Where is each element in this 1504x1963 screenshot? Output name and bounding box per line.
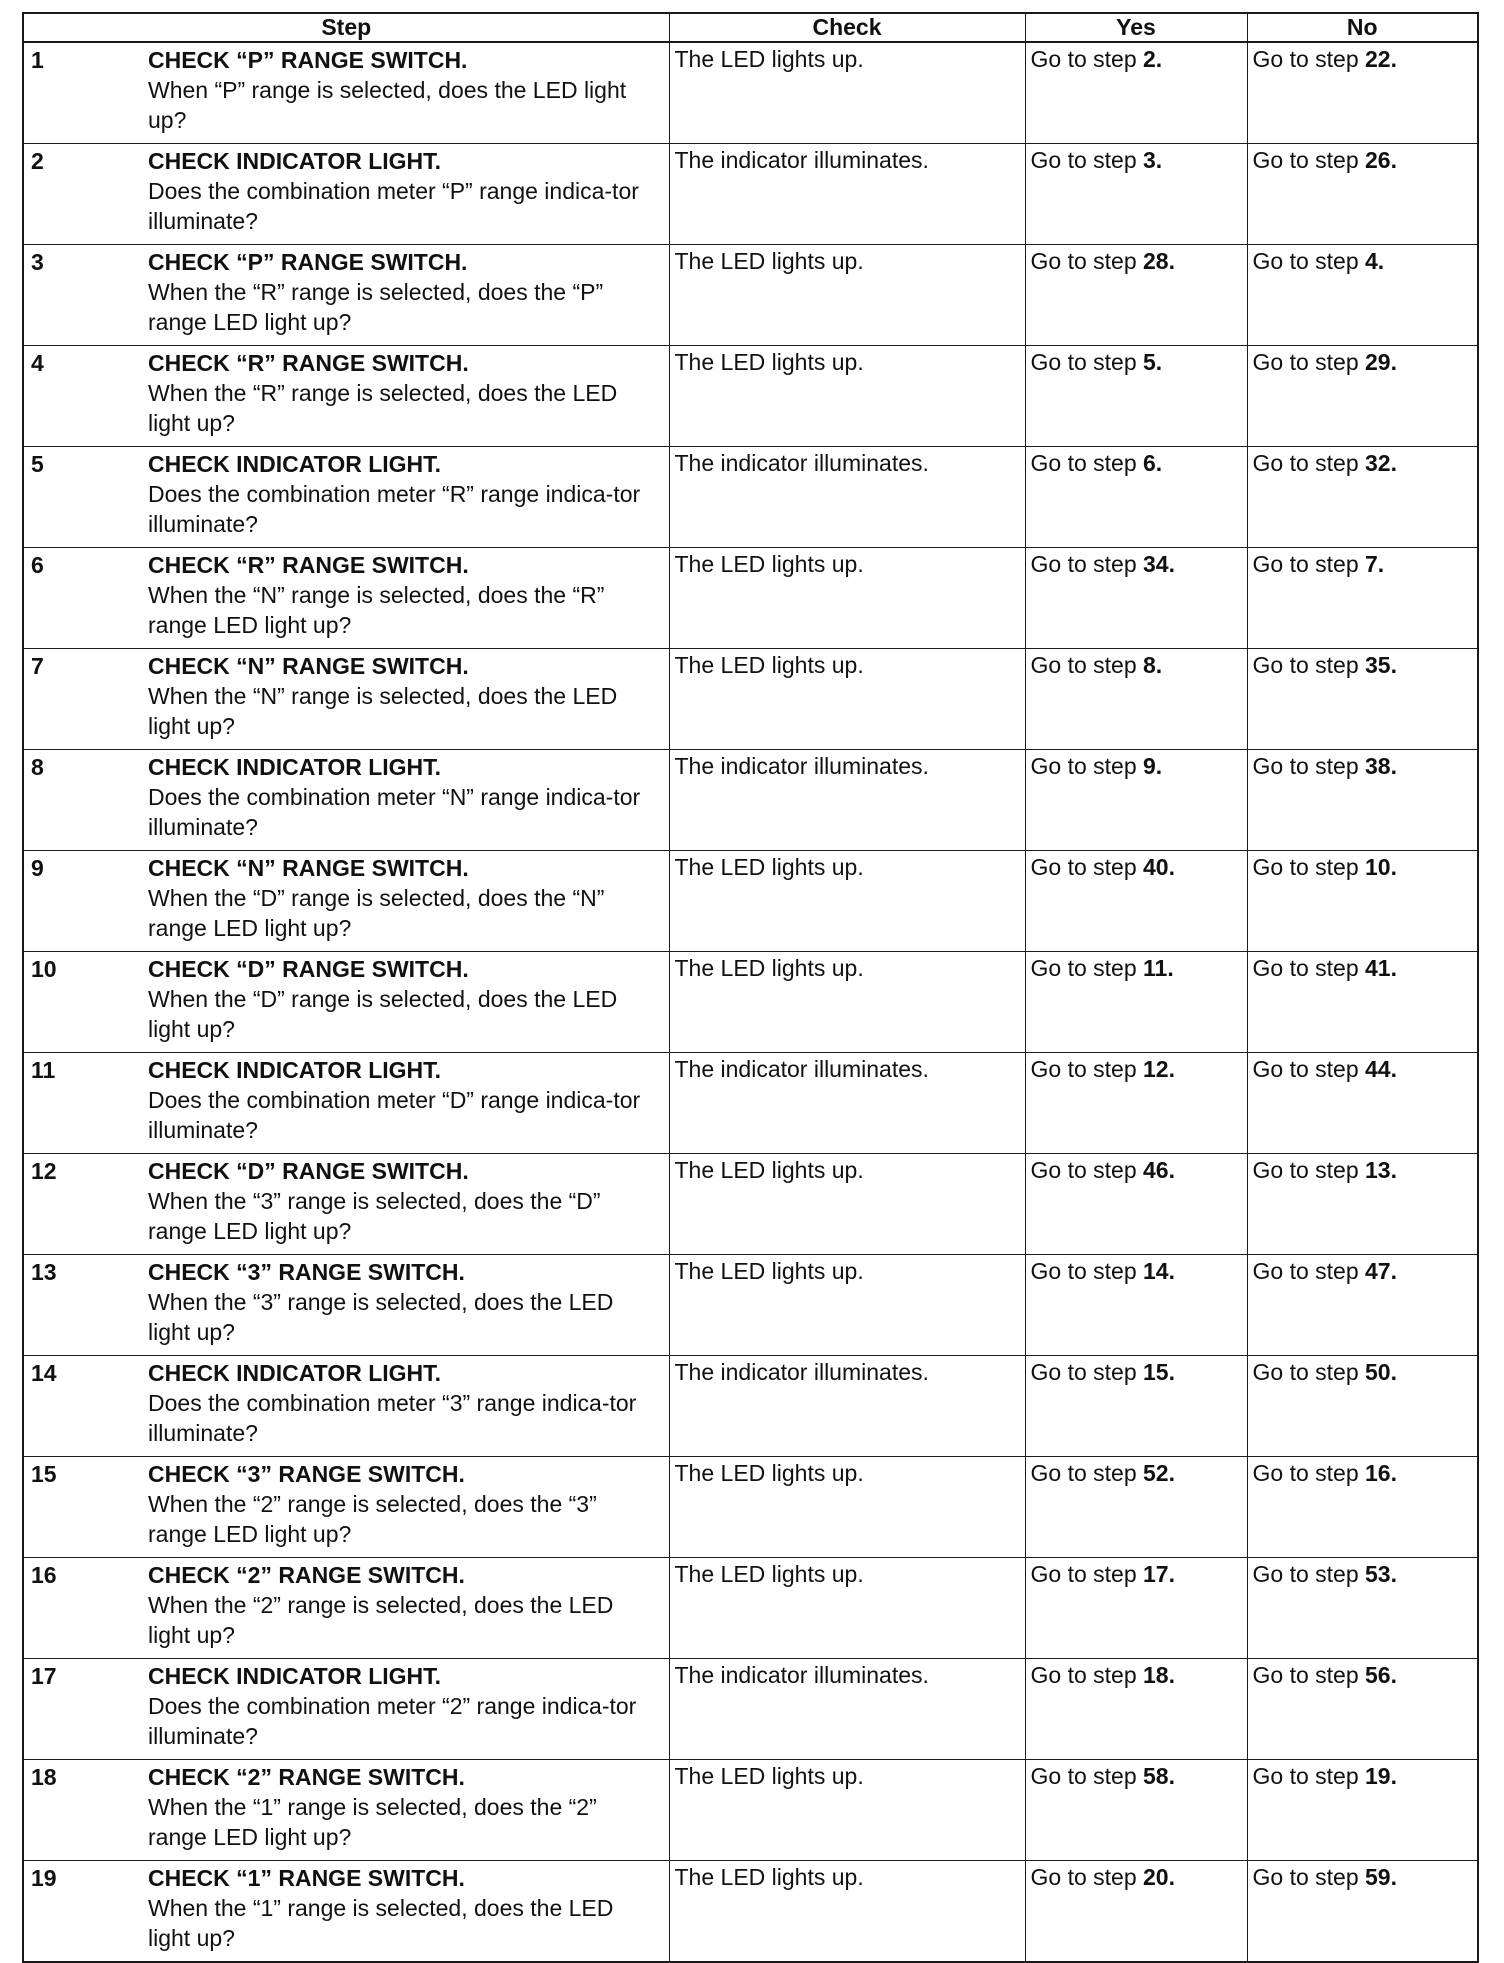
step-cell bbox=[23, 346, 669, 447]
step-question: When the “1” range is selected, does the “2” range LED light up? bbox=[148, 1794, 597, 1850]
goto-prefix: Go to step bbox=[1030, 147, 1144, 173]
step-cell bbox=[23, 1558, 669, 1659]
goto-prefix: Go to step bbox=[1030, 1460, 1144, 1486]
yes-target-step: 2. bbox=[1143, 46, 1163, 72]
step-body bbox=[148, 954, 659, 1044]
step-body bbox=[148, 1863, 659, 1953]
no-target-step: 29. bbox=[1365, 349, 1397, 375]
check-cell: The indicator illuminates. bbox=[669, 144, 1025, 245]
yes-cell bbox=[1025, 346, 1247, 447]
yes-cell bbox=[1025, 144, 1247, 245]
goto-prefix: Go to step bbox=[1030, 1359, 1144, 1385]
step-number: 1 bbox=[31, 47, 44, 73]
step-number: 6 bbox=[31, 552, 44, 578]
yes-cell bbox=[1025, 548, 1247, 649]
step-question: When the “3” range is selected, does the “D” range LED light up? bbox=[148, 1188, 601, 1244]
goto-prefix: Go to step bbox=[1252, 1662, 1366, 1688]
step-body bbox=[148, 348, 659, 438]
step-body bbox=[148, 146, 659, 236]
yes-cell bbox=[1025, 245, 1247, 346]
step-cell bbox=[23, 548, 669, 649]
yes-cell bbox=[1025, 1053, 1247, 1154]
goto-prefix: Go to step bbox=[1252, 955, 1366, 981]
step-cell bbox=[23, 1154, 669, 1255]
step-body bbox=[148, 449, 659, 539]
goto-prefix: Go to step bbox=[1030, 248, 1144, 274]
check-cell: The indicator illuminates. bbox=[669, 750, 1025, 851]
yes-target-step: 3. bbox=[1143, 147, 1163, 173]
check-cell: The indicator illuminates. bbox=[669, 1356, 1025, 1457]
table-row bbox=[23, 952, 1478, 1053]
goto-prefix: Go to step bbox=[1252, 1763, 1366, 1789]
check-cell: The LED lights up. bbox=[669, 1861, 1025, 1963]
step-title: CHECK INDICATOR LIGHT. bbox=[148, 1360, 442, 1386]
no-target-step: 22. bbox=[1365, 46, 1397, 72]
no-cell bbox=[1247, 1457, 1478, 1558]
step-title: CHECK “2” RANGE SWITCH. bbox=[148, 1764, 465, 1790]
goto-prefix: Go to step bbox=[1252, 753, 1366, 779]
step-title: CHECK INDICATOR LIGHT. bbox=[148, 451, 442, 477]
table-row bbox=[23, 245, 1478, 346]
goto-prefix: Go to step bbox=[1252, 1056, 1366, 1082]
no-cell bbox=[1247, 1255, 1478, 1356]
yes-target-step: 12. bbox=[1143, 1056, 1175, 1082]
step-number: 18 bbox=[31, 1764, 57, 1790]
yes-target-step: 8. bbox=[1143, 652, 1163, 678]
goto-prefix: Go to step bbox=[1030, 1864, 1144, 1890]
step-title: CHECK INDICATOR LIGHT. bbox=[148, 148, 442, 174]
no-cell bbox=[1247, 851, 1478, 952]
step-question: When the “R” range is selected, does the “P” range LED light up? bbox=[148, 279, 604, 335]
no-cell bbox=[1247, 750, 1478, 851]
table-row bbox=[23, 1861, 1478, 1963]
step-cell bbox=[23, 1861, 669, 1963]
step-cell bbox=[23, 144, 669, 245]
goto-prefix: Go to step bbox=[1030, 1157, 1144, 1183]
header-yes: Yes bbox=[1025, 13, 1247, 42]
step-cell bbox=[23, 42, 669, 144]
no-target-step: 4. bbox=[1365, 248, 1385, 274]
no-cell bbox=[1247, 346, 1478, 447]
step-title: CHECK “2” RANGE SWITCH. bbox=[148, 1562, 465, 1588]
goto-prefix: Go to step bbox=[1030, 854, 1144, 880]
step-question: Does the combination meter “P” range indica-tor illuminate? bbox=[148, 178, 639, 234]
no-cell bbox=[1247, 447, 1478, 548]
step-cell bbox=[23, 649, 669, 750]
check-cell: The LED lights up. bbox=[669, 1255, 1025, 1356]
step-number: 19 bbox=[31, 1865, 57, 1891]
yes-target-step: 6. bbox=[1143, 450, 1163, 476]
yes-cell bbox=[1025, 649, 1247, 750]
step-number: 16 bbox=[31, 1562, 57, 1588]
no-target-step: 38. bbox=[1365, 753, 1397, 779]
step-number: 13 bbox=[31, 1259, 57, 1285]
step-question: Does the combination meter “R” range indica-tor illuminate? bbox=[148, 481, 641, 537]
step-body bbox=[148, 247, 659, 337]
step-title: CHECK “D” RANGE SWITCH. bbox=[148, 956, 469, 982]
yes-target-step: 28. bbox=[1143, 248, 1175, 274]
goto-prefix: Go to step bbox=[1030, 46, 1144, 72]
check-cell: The LED lights up. bbox=[669, 245, 1025, 346]
yes-cell bbox=[1025, 1760, 1247, 1861]
step-number: 12 bbox=[31, 1158, 57, 1184]
step-title: CHECK “D” RANGE SWITCH. bbox=[148, 1158, 469, 1184]
table-row bbox=[23, 144, 1478, 245]
step-body bbox=[148, 1762, 659, 1852]
table-row bbox=[23, 649, 1478, 750]
diagnostic-table-page bbox=[22, 12, 1477, 1963]
no-cell bbox=[1247, 952, 1478, 1053]
table-row bbox=[23, 42, 1478, 144]
check-cell: The LED lights up. bbox=[669, 851, 1025, 952]
yes-cell bbox=[1025, 1558, 1247, 1659]
check-cell: The LED lights up. bbox=[669, 1558, 1025, 1659]
step-number: 2 bbox=[31, 148, 44, 174]
step-body bbox=[148, 752, 659, 842]
no-target-step: 7. bbox=[1365, 551, 1385, 577]
table-row bbox=[23, 750, 1478, 851]
no-target-step: 56. bbox=[1365, 1662, 1397, 1688]
step-question: When the “R” range is selected, does the LED light up? bbox=[148, 380, 618, 436]
step-body bbox=[148, 1257, 659, 1347]
goto-prefix: Go to step bbox=[1030, 450, 1144, 476]
table-row bbox=[23, 447, 1478, 548]
step-title: CHECK “P” RANGE SWITCH. bbox=[148, 249, 468, 275]
goto-prefix: Go to step bbox=[1252, 1258, 1366, 1284]
step-body bbox=[148, 1459, 659, 1549]
step-title: CHECK “N” RANGE SWITCH. bbox=[148, 855, 469, 881]
goto-prefix: Go to step bbox=[1030, 1056, 1144, 1082]
yes-cell bbox=[1025, 1659, 1247, 1760]
step-question: When the “2” range is selected, does the LED light up? bbox=[148, 1592, 614, 1648]
step-title: CHECK INDICATOR LIGHT. bbox=[148, 754, 442, 780]
step-body bbox=[148, 853, 659, 943]
step-cell bbox=[23, 952, 669, 1053]
table-row bbox=[23, 1659, 1478, 1760]
table-row bbox=[23, 1053, 1478, 1154]
step-number: 17 bbox=[31, 1663, 57, 1689]
step-cell bbox=[23, 1457, 669, 1558]
step-question: When the “1” range is selected, does the LED light up? bbox=[148, 1895, 614, 1951]
table-row bbox=[23, 1457, 1478, 1558]
yes-target-step: 14. bbox=[1143, 1258, 1175, 1284]
check-cell: The LED lights up. bbox=[669, 1154, 1025, 1255]
step-question: Does the combination meter “2” range indica-tor illuminate? bbox=[148, 1693, 637, 1749]
step-number: 11 bbox=[31, 1057, 56, 1083]
yes-cell bbox=[1025, 1154, 1247, 1255]
step-number: 4 bbox=[31, 350, 44, 376]
step-question: Does the combination meter “D” range indica-tor illuminate? bbox=[148, 1087, 641, 1143]
step-title: CHECK “N” RANGE SWITCH. bbox=[148, 653, 469, 679]
step-body bbox=[148, 1358, 659, 1448]
table-header-row bbox=[23, 13, 1478, 42]
yes-target-step: 17. bbox=[1143, 1561, 1175, 1587]
no-target-step: 10. bbox=[1365, 854, 1397, 880]
step-number: 8 bbox=[31, 754, 44, 780]
diagnostic-table bbox=[22, 12, 1479, 1963]
check-cell: The LED lights up. bbox=[669, 649, 1025, 750]
step-body bbox=[148, 1055, 659, 1145]
step-cell bbox=[23, 1356, 669, 1457]
goto-prefix: Go to step bbox=[1252, 551, 1366, 577]
goto-prefix: Go to step bbox=[1252, 349, 1366, 375]
step-number: 10 bbox=[31, 956, 57, 982]
goto-prefix: Go to step bbox=[1030, 1763, 1144, 1789]
no-cell bbox=[1247, 1760, 1478, 1861]
goto-prefix: Go to step bbox=[1030, 753, 1144, 779]
no-target-step: 16. bbox=[1365, 1460, 1397, 1486]
table-row bbox=[23, 1154, 1478, 1255]
table-row bbox=[23, 1255, 1478, 1356]
table-row bbox=[23, 548, 1478, 649]
no-cell bbox=[1247, 649, 1478, 750]
header-step: Step bbox=[23, 13, 669, 42]
check-cell: The LED lights up. bbox=[669, 1457, 1025, 1558]
no-cell bbox=[1247, 144, 1478, 245]
no-target-step: 59. bbox=[1365, 1864, 1397, 1890]
goto-prefix: Go to step bbox=[1252, 1460, 1366, 1486]
no-target-step: 41. bbox=[1365, 955, 1397, 981]
step-cell bbox=[23, 750, 669, 851]
no-cell bbox=[1247, 548, 1478, 649]
no-cell bbox=[1247, 1659, 1478, 1760]
goto-prefix: Go to step bbox=[1030, 1662, 1144, 1688]
header-check: Check bbox=[669, 13, 1025, 42]
no-cell bbox=[1247, 1154, 1478, 1255]
check-cell: The indicator illuminates. bbox=[669, 447, 1025, 548]
step-cell bbox=[23, 245, 669, 346]
goto-prefix: Go to step bbox=[1252, 1561, 1366, 1587]
yes-target-step: 9. bbox=[1143, 753, 1163, 779]
yes-target-step: 46. bbox=[1143, 1157, 1175, 1183]
no-target-step: 47. bbox=[1365, 1258, 1397, 1284]
check-cell: The LED lights up. bbox=[669, 42, 1025, 144]
step-title: CHECK “1” RANGE SWITCH. bbox=[148, 1865, 465, 1891]
goto-prefix: Go to step bbox=[1030, 1258, 1144, 1284]
no-cell bbox=[1247, 245, 1478, 346]
step-question: When the “N” range is selected, does the LED light up? bbox=[148, 683, 618, 739]
yes-target-step: 52. bbox=[1143, 1460, 1175, 1486]
table-row bbox=[23, 1558, 1478, 1659]
no-target-step: 13. bbox=[1365, 1157, 1397, 1183]
goto-prefix: Go to step bbox=[1030, 1561, 1144, 1587]
goto-prefix: Go to step bbox=[1252, 46, 1366, 72]
no-cell bbox=[1247, 1053, 1478, 1154]
goto-prefix: Go to step bbox=[1252, 652, 1366, 678]
step-question: Does the combination meter “3” range indica-tor illuminate? bbox=[148, 1390, 637, 1446]
step-question: When the “3” range is selected, does the LED light up? bbox=[148, 1289, 614, 1345]
step-body bbox=[148, 550, 659, 640]
step-number: 9 bbox=[31, 855, 44, 881]
yes-target-step: 20. bbox=[1143, 1864, 1175, 1890]
yes-cell bbox=[1025, 1356, 1247, 1457]
no-target-step: 44. bbox=[1365, 1056, 1397, 1082]
step-title: CHECK “3” RANGE SWITCH. bbox=[148, 1259, 465, 1285]
check-cell: The LED lights up. bbox=[669, 1760, 1025, 1861]
yes-target-step: 18. bbox=[1143, 1662, 1175, 1688]
step-question: When “P” range is selected, does the LED light up? bbox=[148, 77, 627, 133]
check-cell: The LED lights up. bbox=[669, 548, 1025, 649]
no-target-step: 26. bbox=[1365, 147, 1397, 173]
goto-prefix: Go to step bbox=[1030, 652, 1144, 678]
no-cell bbox=[1247, 42, 1478, 144]
step-title: CHECK “3” RANGE SWITCH. bbox=[148, 1461, 465, 1487]
step-question: When the “D” range is selected, does the LED light up? bbox=[148, 986, 618, 1042]
step-title: CHECK “R” RANGE SWITCH. bbox=[148, 350, 469, 376]
step-question: When the “D” range is selected, does the “N” range LED light up? bbox=[148, 885, 605, 941]
step-title: CHECK INDICATOR LIGHT. bbox=[148, 1663, 442, 1689]
check-cell: The LED lights up. bbox=[669, 346, 1025, 447]
step-body bbox=[148, 1560, 659, 1650]
no-cell bbox=[1247, 1861, 1478, 1963]
table-body bbox=[23, 42, 1478, 1962]
no-target-step: 19. bbox=[1365, 1763, 1397, 1789]
goto-prefix: Go to step bbox=[1252, 1864, 1366, 1890]
step-cell bbox=[23, 1659, 669, 1760]
no-cell bbox=[1247, 1558, 1478, 1659]
step-cell bbox=[23, 1255, 669, 1356]
no-target-step: 32. bbox=[1365, 450, 1397, 476]
yes-target-step: 58. bbox=[1143, 1763, 1175, 1789]
goto-prefix: Go to step bbox=[1252, 1359, 1366, 1385]
table-row bbox=[23, 1760, 1478, 1861]
step-number: 7 bbox=[31, 653, 44, 679]
goto-prefix: Go to step bbox=[1252, 450, 1366, 476]
no-target-step: 53. bbox=[1365, 1561, 1397, 1587]
goto-prefix: Go to step bbox=[1252, 248, 1366, 274]
no-target-step: 50. bbox=[1365, 1359, 1397, 1385]
step-number: 5 bbox=[31, 451, 44, 477]
step-question: When the “2” range is selected, does the “3” range LED light up? bbox=[148, 1491, 597, 1547]
step-number: 14 bbox=[31, 1360, 57, 1386]
yes-target-step: 5. bbox=[1143, 349, 1163, 375]
goto-prefix: Go to step bbox=[1252, 147, 1366, 173]
goto-prefix: Go to step bbox=[1030, 349, 1144, 375]
table-row bbox=[23, 1356, 1478, 1457]
step-question: Does the combination meter “N” range indica-tor illuminate? bbox=[148, 784, 641, 840]
step-body bbox=[148, 1661, 659, 1751]
yes-cell bbox=[1025, 750, 1247, 851]
step-number: 3 bbox=[31, 249, 44, 275]
goto-prefix: Go to step bbox=[1252, 1157, 1366, 1183]
no-cell bbox=[1247, 1356, 1478, 1457]
yes-target-step: 40. bbox=[1143, 854, 1175, 880]
step-cell bbox=[23, 1760, 669, 1861]
step-title: CHECK “R” RANGE SWITCH. bbox=[148, 552, 469, 578]
step-cell bbox=[23, 447, 669, 548]
yes-target-step: 34. bbox=[1143, 551, 1175, 577]
no-target-step: 35. bbox=[1365, 652, 1397, 678]
table-row bbox=[23, 346, 1478, 447]
yes-cell bbox=[1025, 952, 1247, 1053]
check-cell: The indicator illuminates. bbox=[669, 1053, 1025, 1154]
goto-prefix: Go to step bbox=[1252, 854, 1366, 880]
step-number: 15 bbox=[31, 1461, 57, 1487]
step-title: CHECK INDICATOR LIGHT. bbox=[148, 1057, 442, 1083]
yes-cell bbox=[1025, 851, 1247, 952]
step-title: CHECK “P” RANGE SWITCH. bbox=[148, 47, 468, 73]
check-cell: The LED lights up. bbox=[669, 952, 1025, 1053]
yes-cell bbox=[1025, 1861, 1247, 1963]
yes-cell bbox=[1025, 447, 1247, 548]
table-row bbox=[23, 851, 1478, 952]
header-no: No bbox=[1247, 13, 1478, 42]
step-cell bbox=[23, 1053, 669, 1154]
step-question: When the “N” range is selected, does the “R” range LED light up? bbox=[148, 582, 605, 638]
step-cell bbox=[23, 851, 669, 952]
yes-cell bbox=[1025, 1255, 1247, 1356]
yes-cell bbox=[1025, 42, 1247, 144]
yes-cell bbox=[1025, 1457, 1247, 1558]
goto-prefix: Go to step bbox=[1030, 955, 1144, 981]
step-body bbox=[148, 1156, 659, 1246]
goto-prefix: Go to step bbox=[1030, 551, 1144, 577]
yes-target-step: 15. bbox=[1143, 1359, 1175, 1385]
yes-target-step: 11. bbox=[1143, 955, 1174, 981]
check-cell: The indicator illuminates. bbox=[669, 1659, 1025, 1760]
step-body bbox=[148, 651, 659, 741]
step-body bbox=[148, 45, 659, 135]
